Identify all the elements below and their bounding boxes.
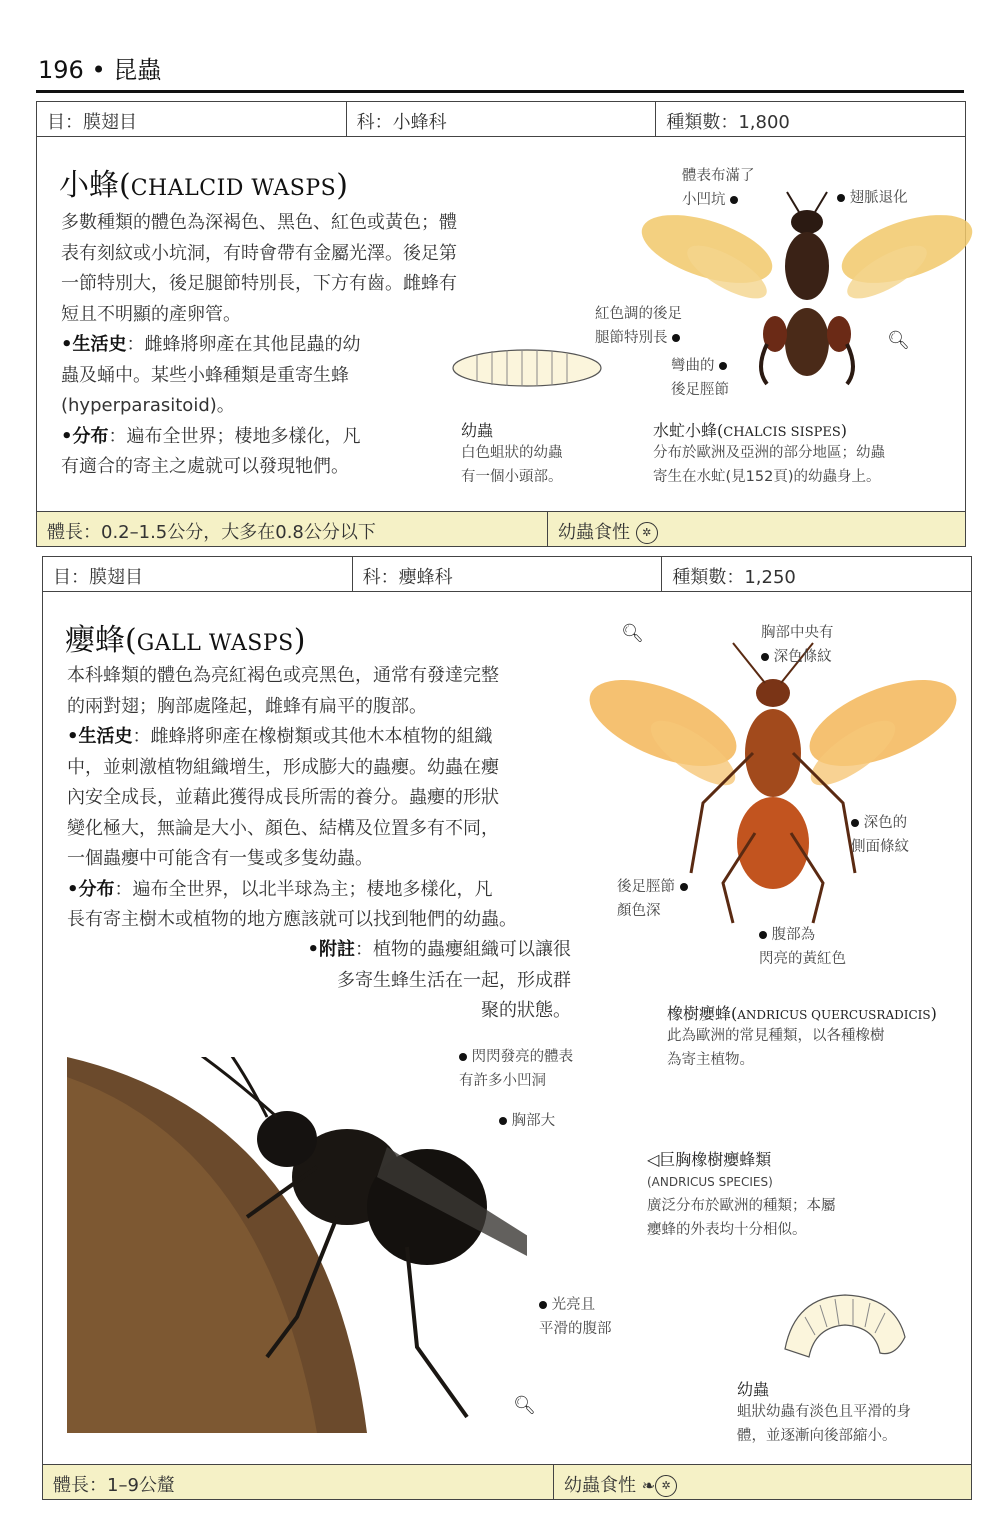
species1-close: )	[930, 1004, 937, 1023]
species2-text: 廣泛分布於歐洲的種類；本屬	[647, 1198, 836, 1214]
dist-label: •分布	[67, 878, 115, 900]
label-smooth-abdomen	[539, 1293, 612, 1341]
pointer-dot	[761, 653, 769, 661]
larva-caption	[737, 1377, 967, 1448]
label-pits	[682, 164, 755, 212]
family-label: 科：癭蜂科	[353, 557, 663, 591]
info-bar	[43, 557, 971, 592]
species-count: 種類數：1,800	[666, 112, 790, 133]
species1-latin: ANDRICUS QUERCUSRADICIS	[737, 1008, 931, 1022]
header-rule	[36, 90, 964, 93]
species-latin: CHALCIS SISPES	[723, 425, 841, 440]
label-line-row	[671, 354, 729, 378]
label-line: 胸部中央有	[761, 625, 834, 641]
dist-text: ：遍布全世界，以北半球為主；棲地多樣化，凡	[114, 878, 493, 900]
magnify-icon: 🔍︎	[887, 330, 910, 351]
larva-text: 有一個小頭部。	[461, 469, 563, 485]
label-line: 紅色調的後足	[595, 306, 682, 322]
label-line: 有許多小凹洞	[459, 1073, 546, 1089]
pointer-dot	[539, 1301, 547, 1309]
pointer-dot	[672, 334, 680, 342]
larva-text: 白色蛆狀的幼蟲	[461, 445, 563, 461]
life-label: •生活史	[67, 726, 133, 747]
life-text: 變化極大，無論是大小、顏色、結構及位置多有不同，	[67, 817, 499, 839]
species-close: )	[840, 421, 848, 440]
diet-label: 幼蟲食性	[564, 1475, 636, 1496]
label-line-row	[539, 1293, 612, 1317]
diet-label: 幼蟲食性	[558, 522, 630, 543]
species-title-cn: 水虻小蜂(	[653, 421, 724, 440]
label-line: 小凹坑	[682, 192, 726, 208]
life-text: ：雌蜂將卵產在其他昆蟲的幼	[126, 334, 361, 355]
title-close: )	[336, 168, 348, 203]
pointer-dot	[499, 1117, 507, 1125]
life-text: (hyperparasitoid)。	[61, 395, 235, 416]
larva-illustration	[447, 342, 607, 392]
dist-text: 長有寄主樹木或植物的地方應該就可以找到牠們的幼蟲。	[67, 909, 517, 930]
species1-title	[667, 1001, 967, 1024]
entry-gall-wasps	[42, 556, 972, 1500]
label-line: 腹部為	[771, 927, 816, 943]
distribution	[67, 875, 567, 906]
larva-title: 幼蟲	[461, 421, 494, 440]
gall-wasp-photo	[67, 1057, 527, 1433]
leaf-diet-icon: ❧	[641, 1476, 656, 1495]
larva-title: 幼蟲	[737, 1380, 770, 1399]
order-label: 目：膜翅目	[37, 102, 347, 136]
life-text: ：雌蜂將卵產在橡樹類或其他木本植物的組織	[132, 726, 493, 747]
desc-line: 一節特別大，後足腿節特別長，下方有齒。雌蜂有	[61, 273, 457, 294]
info-bar	[37, 102, 965, 137]
life-label: •生活史	[61, 334, 127, 355]
note	[251, 935, 571, 1027]
body-length: 體長：0.2–1.5公分，大多在0.8公分以下	[37, 512, 548, 546]
label-abdomen	[759, 923, 846, 971]
parasite-diet-icon: ✲	[636, 522, 658, 544]
larva-text: 蛆狀幼蟲有淡色且平滑的身	[737, 1404, 911, 1420]
label-line: 彎曲的	[671, 358, 715, 374]
species-caption	[653, 418, 953, 489]
entry-title	[65, 615, 305, 659]
pointer-dot	[459, 1053, 467, 1061]
pointer-dot	[837, 194, 845, 202]
species2-text: 癭蜂的外表均十分相似。	[647, 1222, 807, 1238]
larva-caption	[461, 418, 563, 489]
note-label: •附註	[307, 939, 355, 960]
label-line: 閃閃發亮的體表	[471, 1049, 574, 1065]
label-line-row	[682, 188, 755, 212]
label-line: 翅脈退化	[849, 190, 908, 206]
parasite-diet-icon: ✲	[655, 1475, 677, 1497]
species-text: 分布於歐洲及亞洲的部分地區；幼蟲	[653, 445, 885, 461]
note-text: ：植物的蟲癭組織可以讓很	[355, 939, 571, 960]
larval-diet	[554, 1465, 687, 1499]
species1-caption	[667, 1001, 967, 1072]
magnify-icon: 🔍︎	[621, 623, 644, 644]
species1-title-cn: 橡樹癭蜂(	[667, 1004, 738, 1023]
life-text: 內安全成長，並藉此獲得成長所需的養分。蟲癭的形狀	[67, 787, 499, 808]
label-line-row	[459, 1045, 573, 1069]
label-line-row	[759, 923, 846, 947]
label-side-stripe	[851, 811, 909, 859]
label-line: 深色的	[863, 815, 908, 831]
label-hind-tibia	[617, 875, 688, 923]
pointer-dot	[759, 931, 767, 939]
label-line: 光亮且	[551, 1297, 596, 1313]
label-line: 體表布滿了	[682, 168, 755, 184]
label-shiny-body	[459, 1045, 573, 1093]
family-label: 科：小蜂科	[347, 102, 657, 136]
pointer-dot	[730, 196, 738, 204]
label-line: 胸部大	[511, 1113, 556, 1129]
label-tibia	[671, 354, 729, 402]
label-line-row	[851, 811, 909, 835]
label-line: 閃亮的黃紅色	[759, 951, 846, 967]
entry-chalcid-wasps	[36, 101, 966, 547]
desc-line: 的兩對翅；胸部處隆起，雌蜂有扁平的腹部。	[67, 695, 427, 717]
desc-line: 短且不明顯的產卵管。	[61, 303, 241, 325]
larval-diet	[548, 512, 668, 546]
species2-caption	[647, 1147, 947, 1242]
dist-text: 有適合的寄主之處就可以發現牠們。	[61, 456, 349, 477]
label-line: 後足脛節	[671, 382, 729, 398]
title-en: GALL WASPS	[136, 631, 294, 656]
species2-latin: (ANDRICUS SPECIES)	[647, 1175, 773, 1189]
species-text: 寄生在水虻(見152頁)的幼蟲身上。	[653, 469, 881, 485]
species-title	[653, 418, 953, 441]
label-thorax-stripe	[761, 621, 834, 669]
label-line-row	[761, 645, 834, 669]
page-header: 196 • 昆蟲	[38, 56, 162, 84]
species1-text: 此為歐洲的常見種類，以各種橡樹	[667, 1028, 885, 1044]
body-length: 體長：1–9公釐	[43, 1465, 554, 1499]
life-text: 蟲及蛹中。某些小蜂種類是重寄生蜂	[61, 364, 349, 386]
order-label: 目：膜翅目	[43, 557, 353, 591]
dist-label: •分布	[61, 425, 109, 447]
label-line-row	[595, 326, 682, 350]
note-line	[251, 935, 571, 966]
label-wing	[837, 186, 908, 210]
label-line: 平滑的腹部	[539, 1321, 612, 1337]
larva-illustration	[775, 1287, 915, 1367]
entry-title	[59, 160, 348, 204]
life-history	[67, 722, 567, 753]
title-cn: 癭蜂(	[65, 623, 137, 658]
pointer-dot	[680, 883, 688, 891]
magnify-icon: 🔍︎	[513, 1395, 536, 1416]
species2-title: ◁巨胸橡樹癭蜂類	[647, 1150, 772, 1169]
pointer-dot	[851, 819, 859, 827]
note-text: 多寄生蜂生活在一起，形成群	[337, 969, 571, 991]
description	[67, 661, 567, 936]
life-text: 一個蟲癭中可能含有一隻或多隻幼蟲。	[67, 848, 373, 869]
photo-drawing	[67, 1057, 527, 1433]
desc-line: 本科蜂類的體色為亮紅褐色或亮黑色，通常有發達完整	[67, 665, 499, 686]
larva-text: 體，並逐漸向後部縮小。	[737, 1428, 897, 1444]
note-text: 聚的狀態。	[481, 1000, 571, 1021]
title-en: CHALCID WASPS	[130, 176, 337, 201]
title-cn: 小蜂(	[59, 168, 131, 203]
label-femur	[595, 302, 682, 350]
label-line: 側面條紋	[851, 839, 909, 855]
dist-text: ：遍布全世界；棲地多樣化，凡	[108, 425, 361, 447]
life-text: 中，並刺激植物組織增生，形成膨大的蟲癭。幼蟲在癭	[67, 756, 499, 778]
species1-text: 為寄主植物。	[667, 1052, 754, 1068]
label-line: 顏色深	[617, 903, 661, 919]
label-line: 後足脛節	[617, 879, 675, 895]
label-line: 腿節特別長	[595, 330, 668, 346]
distribution	[61, 422, 521, 453]
pointer-dot	[719, 362, 727, 370]
label-line-row	[617, 875, 688, 899]
desc-line: 多數種類的體色為深褐色、黑色、紅色或黃色；體	[61, 212, 457, 233]
footer-bar	[43, 1464, 971, 1499]
species-count: 種類數：1,250	[672, 567, 796, 588]
desc-line: 表有刻紋或小坑洞，有時會帶有金屬光澤。後足第	[61, 242, 457, 264]
label-line: 深色條紋	[773, 649, 832, 665]
label-thorax-large	[499, 1109, 555, 1133]
footer-bar	[37, 511, 965, 546]
title-close: )	[293, 623, 306, 658]
